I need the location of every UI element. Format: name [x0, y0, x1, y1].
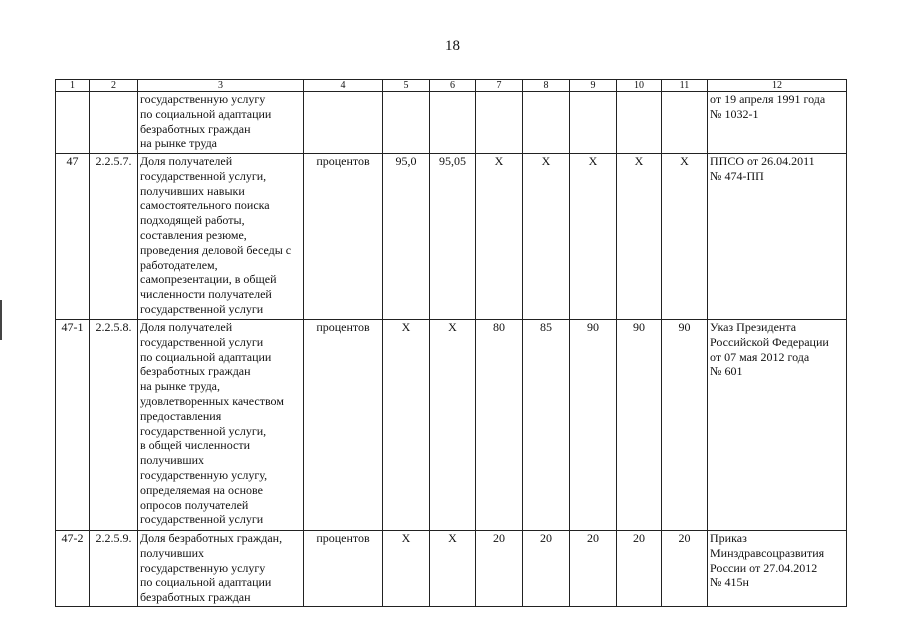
row-unit: процентов — [304, 154, 383, 320]
row-value-7: X — [476, 154, 523, 320]
indicators-table — [55, 79, 847, 607]
table-header-row — [56, 80, 847, 92]
row-value-5 — [383, 92, 430, 154]
row-code: 2.2.5.9. — [90, 531, 138, 607]
row-legal-basis: Указ Президента Российской Федерации от 07 мая 2012 года № 601 — [708, 320, 847, 531]
header-cell: 8 — [523, 80, 570, 92]
row-number: 47-2 — [56, 531, 90, 607]
row-value-11 — [662, 92, 708, 154]
row-number: 47 — [56, 154, 90, 320]
row-number: 47-1 — [56, 320, 90, 531]
row-value-5: X — [383, 320, 430, 531]
row-value-5: 95,0 — [383, 154, 430, 320]
row-value-10: X — [617, 154, 662, 320]
row-legal-basis: ППСО от 26.04.2011 № 474-ПП — [708, 154, 847, 320]
row-description: Доля получателей государственной услуги по социальной адаптации безработных граждан на рынке труда, удовлетворенных качеством предоставления государственной услуги, в общей численности получивших государственную услугу, определяемая на основе опросов получателей государственной услуги — [138, 320, 304, 531]
row-unit — [304, 92, 383, 154]
row-value-6: X — [430, 531, 476, 607]
header-cell: 3 — [138, 80, 304, 92]
row-value-6: X — [430, 320, 476, 531]
header-cell: 10 — [617, 80, 662, 92]
row-number — [56, 92, 90, 154]
page-number: 18 — [445, 38, 460, 54]
row-value-6: 95,05 — [430, 154, 476, 320]
header-cell: 1 — [56, 80, 90, 92]
table-row — [56, 92, 847, 154]
header-cell: 2 — [90, 80, 138, 92]
row-value-7: 20 — [476, 531, 523, 607]
row-value-11: 20 — [662, 531, 708, 607]
table-row — [56, 320, 847, 531]
header-cell: 5 — [383, 80, 430, 92]
row-description: Доля безработных граждан, получивших государственную услугу по социальной адаптации безработных граждан — [138, 531, 304, 607]
row-value-9 — [570, 92, 617, 154]
row-code — [90, 92, 138, 154]
row-value-9: 90 — [570, 320, 617, 531]
row-value-8: X — [523, 154, 570, 320]
header-cell: 6 — [430, 80, 476, 92]
row-value-11: 90 — [662, 320, 708, 531]
row-description: Доля получателей государственной услуги, получивших навыки самостоятельного поиска подходящей работы, составления резюме, проведения деловой беседы с работодателем, самопрезентации, в общей численности получателей государственной услуги — [138, 154, 304, 320]
row-unit: процентов — [304, 320, 383, 531]
row-value-11: X — [662, 154, 708, 320]
scan-edge-mark — [0, 300, 2, 340]
row-value-9: X — [570, 154, 617, 320]
row-value-6 — [430, 92, 476, 154]
row-value-9: 20 — [570, 531, 617, 607]
row-value-8: 20 — [523, 531, 570, 607]
row-value-10: 90 — [617, 320, 662, 531]
header-cell: 11 — [662, 80, 708, 92]
table-row — [56, 154, 847, 320]
row-value-7 — [476, 92, 523, 154]
row-code: 2.2.5.7. — [90, 154, 138, 320]
table-row — [56, 531, 847, 607]
header-cell: 4 — [304, 80, 383, 92]
header-cell: 12 — [708, 80, 847, 92]
header-cell: 7 — [476, 80, 523, 92]
row-value-8 — [523, 92, 570, 154]
row-value-10 — [617, 92, 662, 154]
row-legal-basis: от 19 апреля 1991 года № 1032-1 — [708, 92, 847, 154]
row-code: 2.2.5.8. — [90, 320, 138, 531]
row-value-8: 85 — [523, 320, 570, 531]
row-unit: процентов — [304, 531, 383, 607]
row-legal-basis: Приказ Минздравсоцразвития России от 27.04.2012 № 415н — [708, 531, 847, 607]
row-value-5: X — [383, 531, 430, 607]
row-description: государственную услугу по социальной адаптации безработных граждан на рынке труда — [138, 92, 304, 154]
row-value-10: 20 — [617, 531, 662, 607]
header-cell: 9 — [570, 80, 617, 92]
row-value-7: 80 — [476, 320, 523, 531]
